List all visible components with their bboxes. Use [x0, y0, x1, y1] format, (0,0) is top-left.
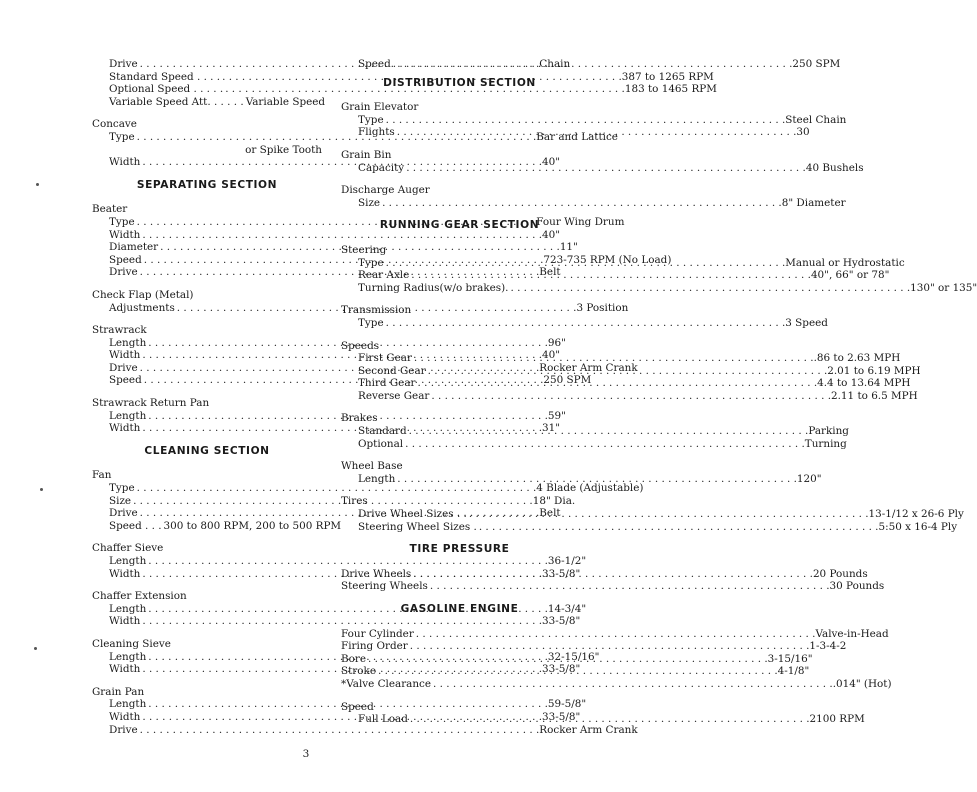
spec-label: Length — [358, 472, 396, 485]
spec-value: Manual or Hydrostatic — [785, 256, 905, 269]
spec-row — [341, 377, 911, 390]
spec-label: Size — [358, 196, 381, 209]
spec-row — [341, 425, 849, 438]
spec-label: Firing Order — [341, 640, 408, 653]
spec-row — [341, 627, 889, 641]
spec-label: *Valve Clearance — [341, 677, 432, 690]
group-title: Grain Bin — [341, 148, 392, 161]
spec-row — [341, 316, 828, 330]
spec-value: 4-1/8" — [777, 665, 810, 678]
spec-row — [341, 663, 810, 678]
spec-value: 31" — [542, 422, 561, 435]
spec-label: Standard Speed . . . . — [109, 70, 221, 83]
spec-row — [341, 196, 846, 210]
speed-group — [341, 58, 841, 71]
spec-label: Diameter — [109, 241, 159, 254]
spec-label: Capacity — [358, 161, 405, 174]
page-number: 3 — [302, 748, 310, 760]
spec-value: Rocker Arm Crank — [539, 361, 638, 374]
spec-value: 2100 RPM — [809, 713, 865, 726]
engine-group — [341, 627, 892, 691]
group-title: Grain Elevator — [341, 101, 419, 114]
spec-label: Drive — [109, 723, 138, 736]
spec-value: 59-5/8" — [547, 698, 587, 711]
tire-pressure-group — [341, 567, 885, 593]
discharge-auger-group — [341, 184, 846, 209]
spec-label: Type — [358, 113, 384, 126]
spec-row — [341, 161, 864, 175]
spec-row — [92, 723, 638, 737]
spec-value: 130" or 135" — [910, 281, 977, 294]
spec-value: Turning — [804, 437, 847, 450]
spec-label: Width — [109, 349, 141, 362]
spec-value: 1-3-4-2 — [809, 640, 847, 653]
spec-row: Type . . . Bar and Lattice — [92, 131, 322, 144]
spec-label: Speed — [109, 253, 142, 266]
spec-value: 2.01 to 6.19 MPH — [827, 364, 921, 377]
tires-group — [341, 495, 964, 533]
spec-row — [341, 567, 868, 581]
group-title: Strawrack Return Pan — [92, 397, 210, 410]
group-title: Chaffer Extension — [92, 590, 187, 603]
spec-label: Size — [109, 494, 132, 507]
group-title: Tires — [341, 495, 368, 508]
group-title: Discharge Auger — [341, 184, 430, 197]
spec-label: Speed . . . — [109, 519, 162, 532]
spec-value: 33-5/8" — [542, 710, 581, 723]
spec-value: 33-5/8" — [542, 567, 581, 580]
spec-row — [341, 640, 847, 653]
section-heading-running-gear: RUNNING GEAR SECTION — [379, 219, 540, 232]
spec-label: Turning Radius(w/o brakes). — [358, 281, 509, 294]
spec-value: 40" — [542, 228, 561, 241]
spec-label: Speed — [358, 58, 391, 70]
spec-value: Chain — [539, 58, 571, 70]
spec-row — [92, 95, 326, 109]
spec-row — [92, 519, 342, 533]
spec-value: 30 — [796, 126, 810, 139]
spec-row — [92, 555, 587, 568]
spec-label: Four Cylinder — [341, 627, 414, 640]
spec-label: Stroke — [341, 665, 376, 678]
spec-row — [92, 228, 561, 242]
group-title: Cleaning Sieve — [92, 637, 171, 650]
spec-value: 30 Pounds — [829, 580, 885, 593]
spec-value: 13-1/12 x 26-6 Ply — [868, 508, 964, 521]
spec-value: Variable Speed — [245, 95, 326, 108]
group-title: Strawrack — [92, 324, 147, 337]
spec-value: 32-15/16" — [547, 650, 600, 663]
spec-value: 36-1/2" — [547, 555, 587, 567]
spec-label: Steering Wheel Sizes . — [358, 520, 477, 533]
spec-value: 5:50 x 16-4 Ply — [878, 520, 958, 533]
spec-label: Width — [109, 228, 141, 241]
margin-speck — [40, 488, 43, 491]
group-title: Wheel Base — [341, 460, 403, 473]
spec-label: Length — [109, 336, 147, 349]
spec-value: 59" — [547, 409, 566, 422]
spec-value: 40 Bushels — [805, 161, 864, 174]
spec-label: Type — [358, 256, 384, 269]
spec-value: 33-5/8" — [542, 615, 581, 628]
section-heading-tire-pressure: TIRE PRESSURE — [409, 543, 510, 556]
spec-label: Length — [109, 555, 147, 567]
spec-label: Optional — [358, 437, 404, 450]
spec-row — [341, 677, 892, 691]
group-title: Fan — [92, 469, 112, 482]
spec-row — [341, 58, 841, 71]
spec-row — [341, 269, 890, 282]
spec-label: Rear Axle — [358, 269, 410, 282]
spec-row — [341, 472, 822, 486]
spec-label: Steering Wheels — [341, 580, 428, 593]
group-title: Chaffer Sieve — [92, 542, 164, 555]
group-title: Speeds — [341, 339, 380, 352]
spec-value: 723-735 RPM (No Load) — [543, 253, 672, 266]
group-title: Steering — [341, 243, 387, 256]
spec-value: Parking — [808, 425, 849, 438]
section-heading-cleaning: CLEANING SECTION — [144, 444, 270, 457]
spec-value: 250 SPM — [543, 374, 592, 387]
spec-row — [341, 508, 964, 521]
spec-label: Drive — [109, 58, 138, 70]
spec-continuation: or Spike Tooth — [245, 143, 322, 156]
spec-value: 183 to 1465 RPM — [624, 83, 717, 96]
group-title: Grain Pan — [92, 685, 145, 698]
spec-value: 40" — [542, 349, 561, 362]
spec-value: 33-5/8" — [542, 663, 581, 676]
group-title: Check Flap (Metal) — [92, 288, 194, 301]
spec-value: 14-3/4" — [547, 602, 587, 615]
spec-value: 8" Diameter — [781, 196, 846, 209]
spec-label: Speed — [109, 374, 142, 387]
spec-value: Belt — [539, 266, 561, 279]
engine-speed-group — [341, 700, 865, 726]
section-heading-gasoline-engine: GASOLINE ENGINE — [400, 603, 519, 615]
group-title: Beater — [92, 203, 128, 216]
margin-speck — [36, 183, 39, 186]
spec-label: Third Gear — [358, 377, 416, 390]
spec-row — [341, 580, 885, 593]
spec-label: Flights — [358, 126, 395, 139]
spec-row — [341, 520, 958, 534]
spec-value: 120" — [796, 472, 822, 485]
group-title: Transmission — [341, 304, 412, 317]
spec-value: 3 Position — [576, 301, 629, 314]
spec-label: Standard — [358, 425, 407, 438]
spec-row — [341, 389, 918, 403]
spec-label: Drive — [109, 507, 138, 520]
spec-row — [341, 352, 901, 365]
spec-label: Length — [109, 602, 147, 615]
spec-label: Bore — [341, 652, 367, 665]
spec-value: 3-15/16" — [767, 652, 813, 665]
spec-value: 4 Blade (Adjustable) — [536, 482, 644, 495]
spec-row — [341, 281, 977, 295]
spec-row — [341, 113, 847, 127]
spec-value: 11" — [559, 241, 578, 254]
spec-value: .86 to 2.63 MPH — [813, 352, 901, 365]
spec-row — [341, 126, 810, 139]
brakes-group — [341, 409, 849, 450]
spec-value: Four Wing Drum — [536, 215, 625, 228]
spec-label: Width — [109, 567, 141, 580]
spec-label: Drive Wheel Sizes . . — [358, 508, 467, 521]
spec-label: Type — [358, 316, 384, 329]
spec-row — [92, 482, 644, 495]
spec-label: Drive Wheels — [341, 567, 412, 580]
spec-label: Width — [109, 663, 141, 676]
spec-label: Width — [109, 710, 141, 723]
spec-label: Type — [109, 482, 135, 495]
spec-value: 300 to 800 RPM, 200 to 500 RPM — [163, 519, 342, 532]
grain-bin-group — [341, 148, 864, 174]
spec-label: Second Gear — [358, 364, 426, 377]
spec-label: Width — [109, 615, 141, 628]
spec-row — [92, 83, 717, 96]
wheel-base-group — [341, 460, 822, 485]
spec-label: Reverse Gear — [358, 389, 430, 402]
spec-value: 4.4 to 13.64 MPH — [817, 377, 911, 390]
spec-label: Optional Speed . . . . . — [109, 83, 224, 96]
spec-value: 96" — [547, 336, 566, 349]
spec-label: Type — [109, 215, 135, 228]
spec-label: Length — [109, 698, 147, 711]
spec-row — [341, 710, 865, 726]
spec-label: Adjustments — [109, 301, 175, 314]
section-heading-distribution: DISTRIBUTION SECTION — [383, 76, 536, 89]
spec-label: Drive — [109, 266, 138, 279]
spec-value: .014" (Hot) — [832, 677, 892, 690]
spec-row — [92, 615, 581, 628]
group-title: Concave — [92, 118, 137, 131]
spec-label: Width — [109, 422, 141, 435]
spec-label: Variable Speed Att. . . . . . — [109, 95, 244, 108]
spec-value: 3 Speed — [785, 316, 828, 329]
spec-label: Length — [109, 650, 147, 663]
spec-value: Belt — [539, 507, 561, 520]
spec-row — [341, 437, 847, 451]
spec-label: Drive — [109, 361, 138, 374]
spec-label: First Gear — [358, 352, 412, 365]
spec-value: Rocker Arm Crank — [539, 723, 638, 736]
group-title: Speed — [341, 700, 374, 713]
spec-value: 20 Pounds — [812, 567, 868, 580]
spec-label: Full Load — [358, 713, 408, 726]
spec-row: Width . . . 40" — [92, 156, 322, 169]
spec-value: Valve-in-Head — [815, 627, 889, 640]
spec-value: 40", 66" or 78" — [810, 269, 890, 282]
spec-label: Length — [109, 409, 147, 422]
spec-value: 2.11 to 6.5 MPH — [831, 389, 918, 402]
grain-elevator-group — [341, 101, 847, 139]
spec-value: 387 to 1265 RPM — [621, 70, 714, 83]
section-heading-separating: SEPARATING SECTION — [136, 178, 278, 191]
group-title: Brakes — [341, 412, 378, 425]
margin-speck — [34, 647, 37, 650]
spec-value: 18" Dia. — [532, 494, 576, 507]
spec-value: Steel Chain — [785, 113, 847, 126]
spec-value: 250 SPM — [792, 58, 841, 70]
